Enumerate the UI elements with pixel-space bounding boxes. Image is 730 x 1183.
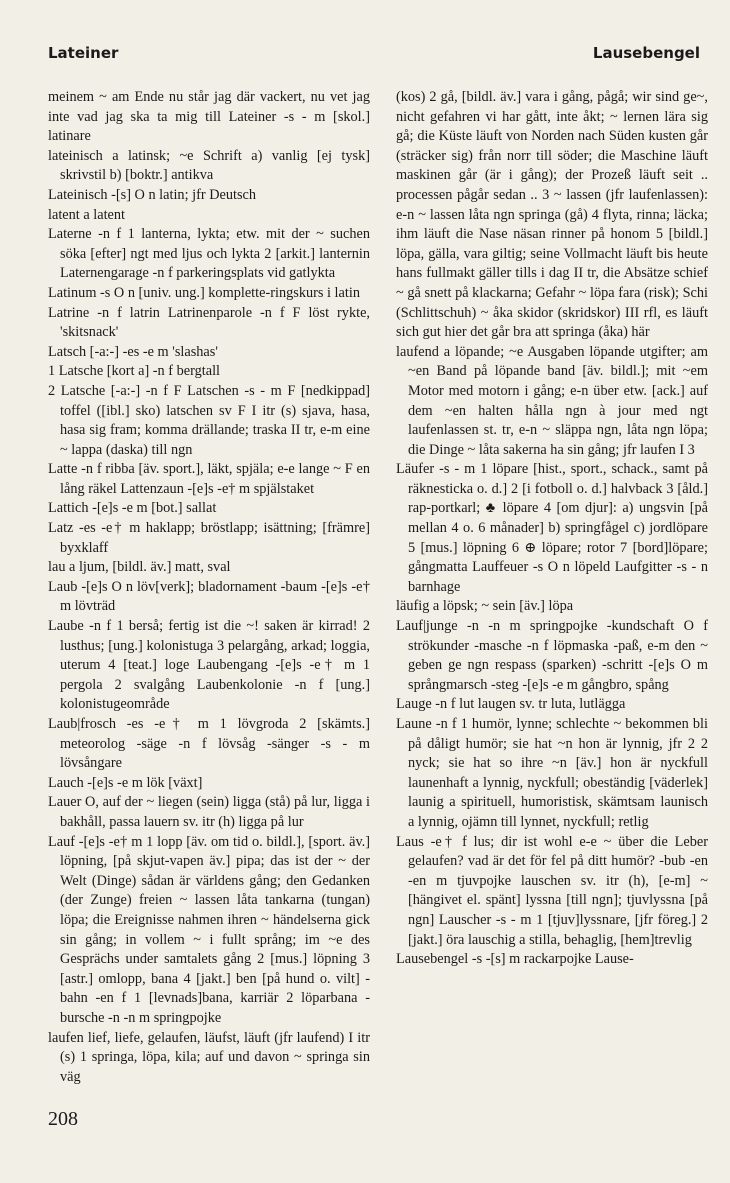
entry: Laub -[e]s O n löv[verk]; bladornament -baum -[e]s -e† m lövträd (48, 578, 370, 615)
entry: Lauf -[e]s -e† m 1 lopp [äv. om tid o. bildl.], [sport. äv.] löpning, [på skjut-vapen äv.] pipa; das ist der ~ der Welt (Dinge) sådan är världens gång; den Gedanken (der Zunge) freien ~ lassen låta tankarna (tungan) löpa; die Ereignisse nahmen ihren ~ händelserna gick sin gång; in vollem ~ i fullt språng; im ~e des Gesprächs under samtalets gång 2 [mus.] löpning 3 [astr.] omlopp, bana 4 [jakt.] ben [på hund o. vilt] -bahn -en f 1 [levnads]bana, karriär 2 löparbana -bursche -n -n m springpojke (48, 833, 370, 1026)
entry: Latinum -s O n [univ. ung.] komplette-ringskurs i latin (48, 284, 360, 301)
left-column (48, 88, 370, 1087)
entry: (kos) 2 gå, [bildl. äv.] vara i gång, pågå; wir sind ge~, nicht gefahren vi har gått, inte åkt; ~ lernen lära sig gå; die Küste läuft von Norden nach Süden kusten går (sträcker sig) från norr till söder; die Maschine läuft maskinen går (är i gång); der Prozeß läuft seit .. processen pågår sedan .. 3 ~ lassen (jfr laufenlassen): e-n ~ lassen låta ngn springa (gå) 4 flyta, rinna; läcka; ihm läuft die Nase näsan rinner på honom 5 [bildl.] löpa, gälla, vara giltig; seine Vollmacht läuft bis heute hans fullmakt gäller tills i dag II tr, die Absätze schief ~ gå snett på klackarna; Gefahr ~ löpa fara (risk); Schi (Schlittschuh) ~ åka skidor (skridskor) III rfl, es läuft sich gut hier det går bra att springa (åka) här (396, 89, 708, 341)
entry: meinem ~ am Ende nu står jag där vackert, nu vet jag inte vad jag ska ta mig till Lateiner -s - m [skol.] latinare (48, 89, 370, 145)
entry: laufen lief, liefe, gelaufen, läufst, läuft (jfr laufend) I itr (s) 1 springa, löpa, kila; auf und davon ~ springa sin väg (48, 1029, 370, 1085)
entry: Latrine -n f latrin Latrinenparole -n f F löst rykte, 'skitsnack' (48, 304, 370, 341)
entry: Laterne -n f 1 lanterna, lykta; etw. mit der ~ suchen söka [efter] ngt med ljus och lykta 2 [arkit.] lanternin Laternengarage -n f parkeringsplats vid gatlykta (48, 226, 370, 282)
entry: läufig a löpsk; ~ sein [äv.] löpa (396, 598, 574, 615)
running-head-right: Lausebengel (592, 44, 700, 62)
entry: Latte -n f ribba [äv. sport.], läkt, spjäla; e-e lange ~ F en lång räkel Lattenzaun -[e]s -e† m spjälstaket (48, 461, 370, 497)
entry: Lauch -[e]s -e m lök [växt] (48, 774, 203, 791)
entry: Lausebengel -s -[s] m rackarpojke Lause- (396, 951, 634, 968)
right-column (396, 88, 708, 970)
running-head-left: Lateiner (48, 44, 119, 62)
entry: Laune -n f 1 humör, lynne; schlechte ~ bekommen bli på dåligt humör; sie hat ~n hon är lynnig, jfr 2 2 nyck; sie hat so ihre ~n [äv.] hon är nyckfull launenhaft a lynnig, nyckfull; obeständig [väderlek] launig a spirituell, humoristisk, skämtsam launisch a lynnig, ojämn till lynnet, nyckfull; retlig (396, 716, 708, 830)
entry: Lauge -n f lut laugen sv. tr luta, lutlägga (396, 696, 626, 713)
entry: 2 Latsche [-a:-] -n f F Latschen -s - m F [nedkippad] toffel ([ibl.] sko) latschen sv F I itr (s) sjava, hasa, hasa sig fram; komma drällande; traska II tr, e-m eine ~ lappa (daska) till ngn (48, 382, 370, 458)
entry: Lateinisch -[s] O n latin; jfr Deutsch (48, 186, 257, 203)
entry: Lattich -[e]s -e m [bot.] sallat (48, 500, 217, 517)
entry: Laube -n f 1 berså; fertig ist die ~! saken är kirrad! 2 lusthus; [ung.] kolonistuga 3 pelargång, arkad; loggia, uterum 4 [teat.] loge Laubengang -[e]s -e† m 1 pergola 2 svalgång Laubenkolonie -n f [ung.] kolonistugeområde (48, 618, 370, 713)
entry: Latsch [-a:-] -es -e m 'slashas' (48, 343, 218, 360)
entry: 1 Latsche [kort a] -n f bergtall (48, 363, 221, 380)
entry: laufend a löpande; ~e Ausgaben löpande utgifter; am ~en Band på löpande band [äv. bildl.]; mit ~em Motor med motorn i gång; e-n über etw. [ack.] auf dem ~en halten hålla ngn à jour med ngt laufenlassen st. tr, e-n ~ släppa ngn, låta ngn löpa; die Dinge ~ låta sakerna ha sin gång; jfr laufen I 3 (396, 343, 708, 458)
entry: Lauf|junge -n -n m springpojke -kundschaft O f strökunder -masche -n f löpmaska -paß, e-m den ~ geben ge ngn respass (sparken) -schritt -[e]s O m språngmarsch -steg -[e]s -e m gångbro, spång (396, 618, 708, 693)
entry: Latz -es -e† m haklapp; bröstlapp; isättning; [främre] byxklaff (48, 520, 370, 556)
entry: lateinisch a latinsk; ~e Schrift a) vanlig [ej tysk] skrivstil b) [boktr.] antikva (48, 147, 370, 184)
entry: Lauer O, auf der ~ liegen (sein) ligga (stå) på lur, ligga i bakhåll, passa lauern sv. itr (h) ligga på lur (48, 794, 370, 830)
entry: Laub|frosch -es -e† m 1 lövgroda 2 [skämts.] meteorolog -säge -n f lövsåg -sänger -s - m lövsångare (48, 716, 370, 772)
entry: Laus -e† f lus; dir ist wohl e-e ~ über die Leber gelaufen? vad är det för fel på ditt humör? -bub -en -en m tjuvpojke lauschen sv. itr (h), [e-m] ~ [hängivet el. spänt] lyssna [till ngn]; tjuvlyssna [på ngn] Lauscher -s - m 1 [tjuv]lyssnare, [jfr föreg.] 2 [jakt.] öra lauschig a stilla, behaglig, [hem]trevlig (396, 833, 708, 948)
entry: lau a ljum, [bildl. äv.] matt, sval (48, 559, 231, 576)
entry: latent a latent (48, 206, 126, 223)
page-number: 208 (48, 1108, 78, 1130)
entry: Läufer -s - m 1 löpare [hist., sport., schack., samt på räknesticka o. d.] 2 [i fotboll o. d.] halvback 3 [åld.] rap-portkarl; ♣ löpare 4 [om djur]: a) ungsvin [på mellan 4 o. 6 månader] b) springfågel c) jordlöpare 5 [mus.] löpning 6 ⊕ löpare; rotor 7 [bord]löpare; gångmatta Lauffeuer -s O n löpeld Laufgitter -s - n barnhage (396, 461, 708, 595)
